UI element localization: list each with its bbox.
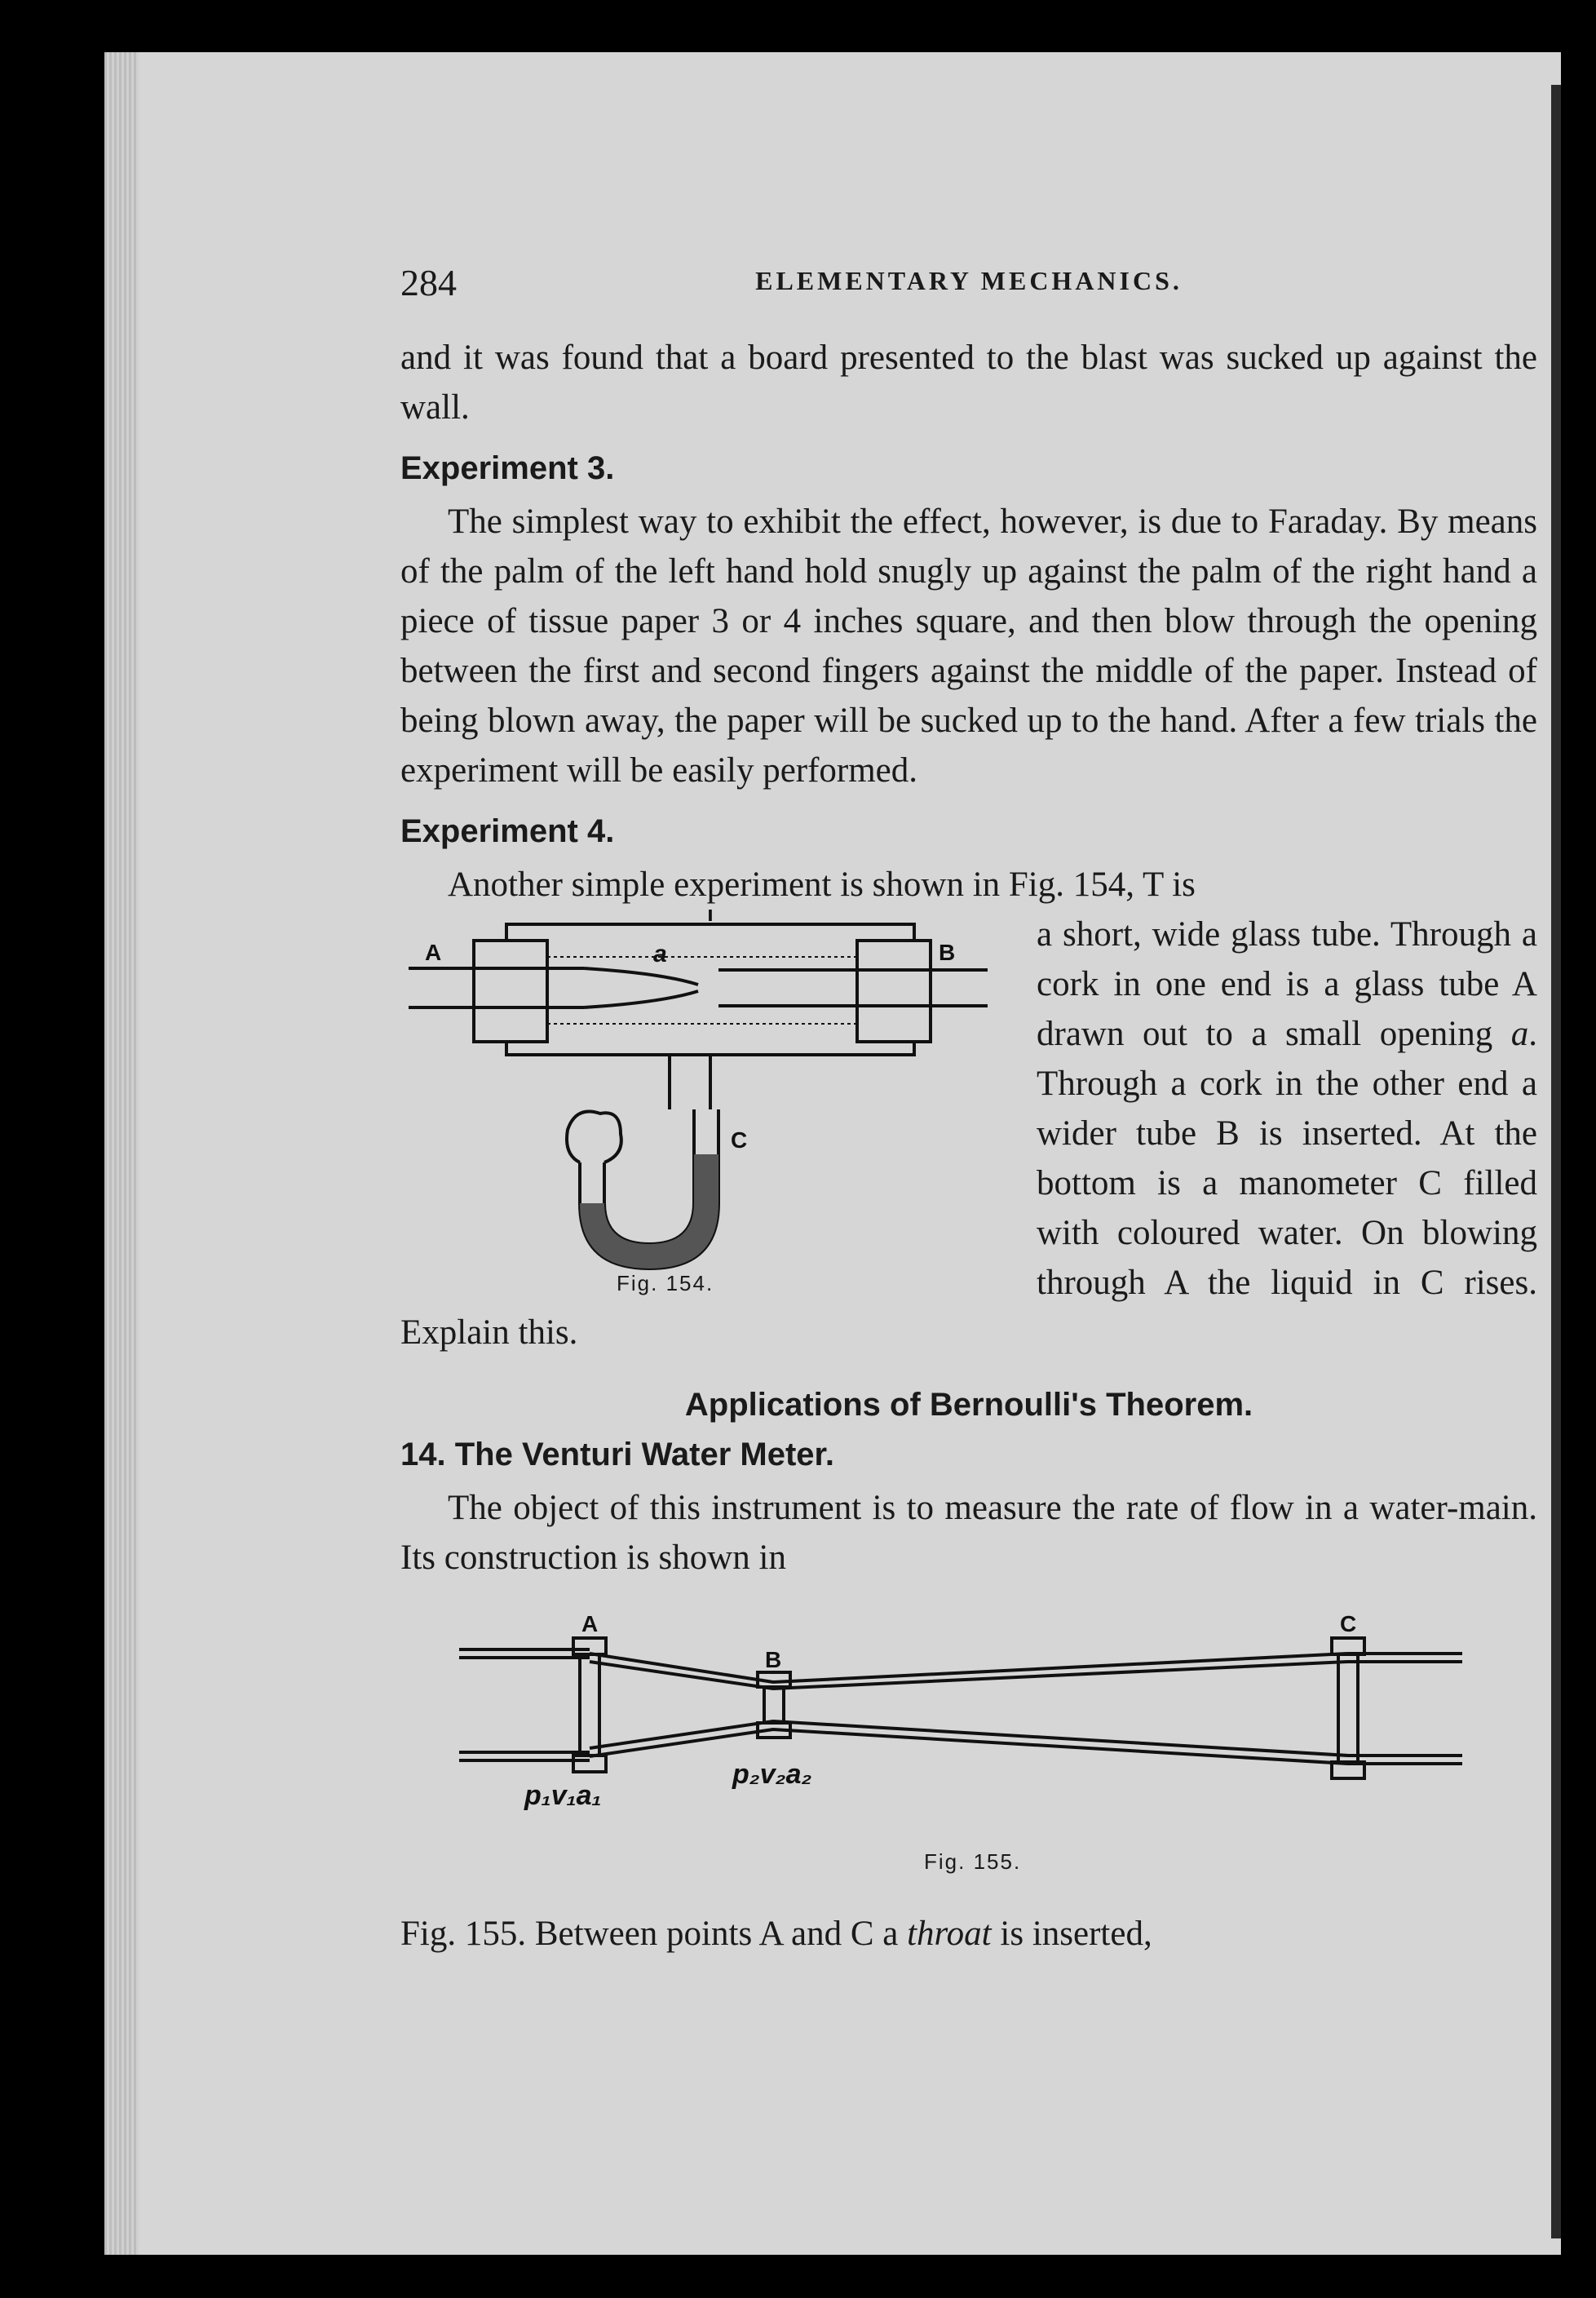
label-a: A [581, 1611, 599, 1637]
label-c: C [1340, 1611, 1357, 1637]
label-a-end: A [425, 940, 442, 966]
label-a-opening: a [653, 941, 667, 968]
final-line-italic-throat: throat [907, 1915, 992, 1954]
figure-155-drawing [459, 1607, 1479, 1844]
experiment-4-text-part-2: . Through a cork in the other end a wider tube B is inserted. At the bottom is a manometer C filled with coloured water. On blowing through A the liquid in C rises. Explain this. [400, 1015, 1537, 1353]
final-line [400, 1909, 1537, 1959]
label-b: B [765, 1647, 782, 1673]
final-line-part-1: Fig. 155. Between points A and C a [400, 1915, 908, 1954]
figure-154-drawing [400, 910, 1012, 1293]
figure-155-caption: Fig. 155. [924, 1849, 1022, 1875]
page-number: 284 [400, 262, 457, 303]
page-edge [1551, 85, 1561, 2238]
book-spine [104, 52, 139, 2255]
experiment-4-text-part-1: a short, wide glass tube. Through a cork in one end is a glass tube A drawn out to a small opening [1037, 915, 1537, 1054]
final-line-part-2: is inserted, [991, 1915, 1152, 1954]
venturi-heading: 14. The Venturi Water Meter. [400, 1437, 835, 1473]
page-content [400, 256, 1537, 1959]
book-page [104, 52, 1561, 2255]
experiment-3-heading: Experiment 3. [400, 450, 615, 487]
venturi-text: The object of this instrument is to measure the rate of flow in a water-main. Its construction is shown in [400, 1489, 1537, 1578]
experiment-4-italic-a: a [1510, 1015, 1529, 1054]
manometer-liquid [580, 1154, 718, 1269]
experiment-4-heading: Experiment 4. [400, 813, 615, 850]
manometer-tube [604, 1109, 694, 1244]
label-b-end: B [939, 940, 956, 966]
experiment-3-text: The simplest way to exhibit the effect, however, is due to Faraday. By means of the palm of the left hand hold snugly up against the palm of the right hand a piece of tissue paper 3 or 4 inches square, and then blow through the opening between the first and second fingers against the middle of the paper. Instead of being blown away, the paper will be sucked up to the hand. After a few trials the experiment will be easily performed. [400, 502, 1537, 790]
label-p1v1a1: p₁v₁a₁ [524, 1780, 602, 1812]
figure-154 [400, 910, 1012, 1296]
applications-heading: Applications of Bernoulli's Theorem. [684, 1387, 1253, 1424]
figure-154-caption: Fig. 154. [617, 1271, 714, 1296]
label-c: C [731, 1127, 748, 1153]
label-t: T [704, 910, 717, 927]
experiment-4-intro: Another simple experiment is shown in Fig. 154, T is [448, 865, 1196, 904]
page-header [400, 256, 1537, 313]
paragraph-continuation: and it was found that a board presented to the blast was sucked up against the wall. [400, 339, 1537, 427]
figure-155 [459, 1607, 1479, 1876]
label-p2v2a2: p₂v₂a₂ [732, 1759, 812, 1791]
cork-left [474, 941, 547, 1042]
running-head: ELEMENTARY MECHANICS. [755, 266, 1183, 295]
cork-right [857, 941, 931, 1042]
wide-glass-tube [506, 924, 914, 1055]
